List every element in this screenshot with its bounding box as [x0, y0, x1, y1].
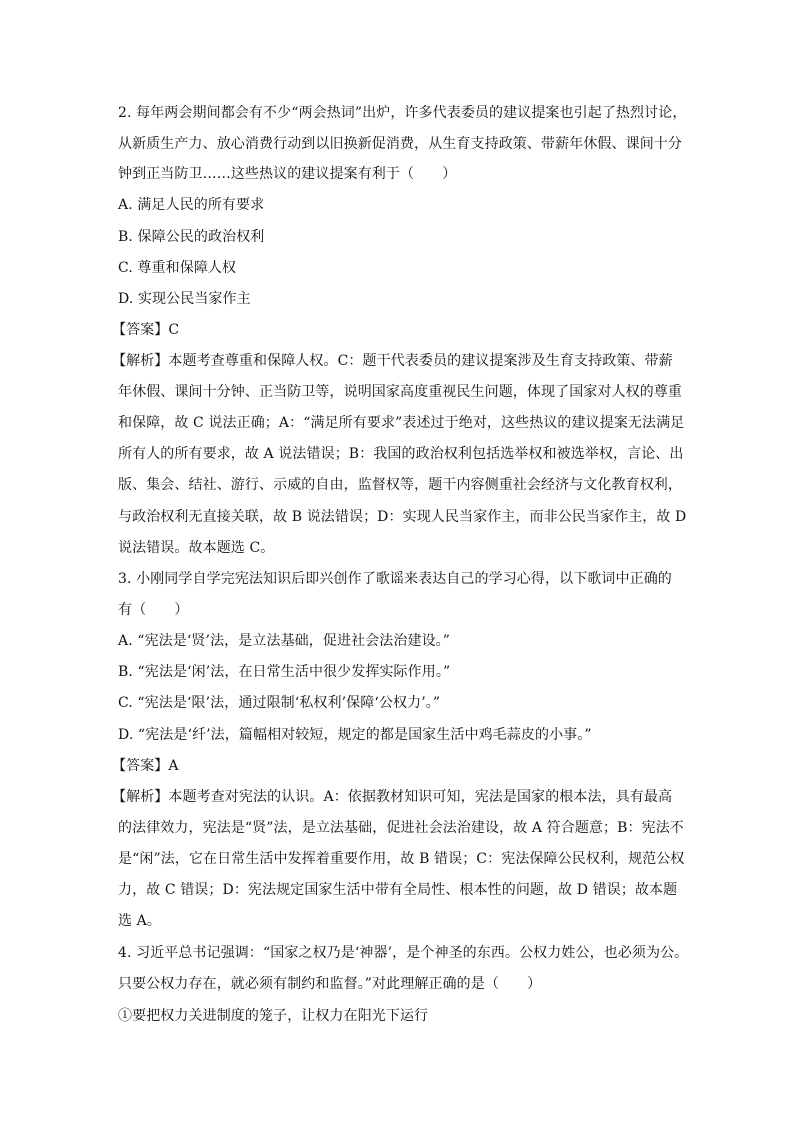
q3-option-d: D. “宪法是‘纤’法，篇幅相对较短，规定的都是国家生活中鸡毛蒜皮的小事。” [118, 727, 592, 743]
q3-analysis-line-1: 【解析】本题考查对宪法的认识。A：依据教材知识可知，宪法是国家的根本法，具有最高 [112, 789, 673, 805]
q3-analysis-line-2: 的法律效力，宪法是“贤”法，是立法基础，促进社会法治建设，故 A 符合题意；B：宪法不 [118, 820, 684, 836]
q3-answer: 【答案】A [112, 758, 179, 774]
q3-analysis-line-4: 力，故 C 错误；D：宪法规定国家生活中带有全局性、根本性的问题，故 D 错误；故本题 [118, 882, 678, 898]
q2-analysis-line-6: 与政治权利无直接关联，故 B 说法错误；D：实现人民当家作主，而非公民当家作主，故 D [118, 509, 687, 525]
q2-option-d: D. 实现公民当家作主 [118, 291, 251, 307]
q3-stem-line-2: 有（ ） [118, 602, 189, 618]
q2-analysis-line-1: 【解析】本题考查尊重和保障人权。C：题干代表委员的建议提案涉及生育支持政策、带薪 [112, 353, 673, 369]
q3-option-c: C. “宪法是‘限’法，通过限制‘私权利’保障‘公权力’。” [118, 695, 441, 711]
q2-stem-line-1: 2. 每年两会期间都会有不少“两会热词”出炉，许多代表委员的建议提案也引起了热烈讨论， [118, 105, 687, 121]
q4-stem-line-2: 只要公权力存在，就必须有制约和监督。”对此理解正确的是（ ） [118, 976, 542, 992]
q3-analysis-line-5: 选 A。 [118, 913, 161, 929]
q2-stem-line-2: 从新质生产力、放心消费行动到以旧换新促消费，从生育支持政策、带薪年休假、课间十分 [118, 136, 682, 152]
q4-stem-line-1: 4. 习近平总书记强调：“国家之权乃是‘神器’，是个神圣的东西。公权力姓公，也必须为公。 [118, 945, 689, 961]
q2-analysis-line-2: 年休假、课间十分钟、正当防卫等，说明国家高度重视民生问题，体现了国家对人权的尊重 [118, 384, 682, 400]
q3-option-b: B. “宪法是‘闲’法，在日常生活中很少发挥实际作用。” [118, 664, 451, 680]
q3-stem-line-1: 3. 小刚同学自学完宪法知识后即兴创作了歌谣来表达自己的学习心得，以下歌词中正确的 [118, 571, 672, 587]
q2-analysis-line-5: 版、集会、结社、游行、示威的自由，监督权等，题干内容侧重社会经济与文化教育权利， [118, 477, 682, 493]
q2-analysis-line-4: 所有人的所有要求，故 A 说法错误；B：我国的政治权利包括选举权和被选举权，言论、出 [118, 446, 684, 462]
q2-option-a: A. 满足人民的所有要求 [118, 197, 265, 213]
q3-analysis-line-3: 是“闲”法，它在日常生活中发挥着重要作用，故 B 错误；C：宪法保障公民权利，规范公权 [118, 851, 685, 867]
q2-stem-line-3: 钟到正当防卫……这些热议的建议提案有利于（ ） [118, 166, 457, 182]
q2-answer: 【答案】C [112, 322, 180, 338]
q2-option-b: B. 保障公民的政治权利 [118, 229, 265, 245]
q2-analysis-line-3: 和保障，故 C 说法正确；A：“满足所有要求”表述过于绝对，这些热议的建议提案无法满足 [118, 415, 685, 431]
q2-option-c: C. 尊重和保障人权 [118, 260, 237, 276]
q3-option-a: A. “宪法是‘贤’法，是立法基础，促进社会法治建设。” [118, 633, 451, 649]
q2-analysis-line-7: 说法错误。故本题选 C。 [118, 540, 275, 556]
q4-statement-1: ①要把权力关进制度的笼子，让权力在阳光下运行 [118, 1008, 429, 1024]
